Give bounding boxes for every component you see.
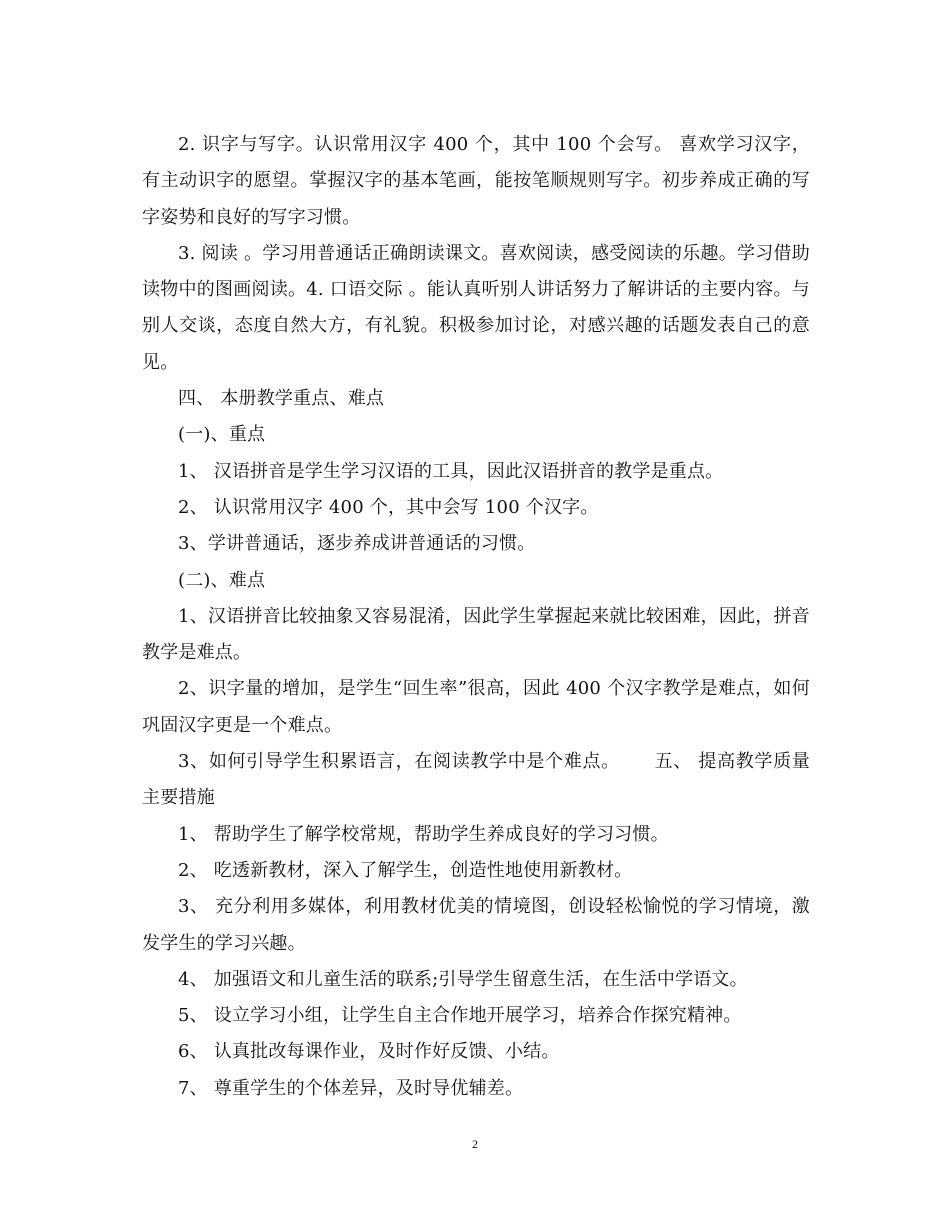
list-item: 2、识字量的增加，是学生“回生率”很高，因此 400 个汉字教学是难点，如何巩固汉字更是一个难点。 (142, 678, 810, 736)
list-item: 6、 认真批改每课作业，及时作好反馈、小结。 (178, 1041, 560, 1063)
list-item: 3、 充分利用多媒体，利用教材优美的情境图，创设轻松愉悦的学习情境，激发学生的学习兴趣。 (142, 896, 810, 954)
list-item: 3、学讲普通话，逐步养成讲普通话的习惯。 (178, 533, 536, 555)
subheading-difficulty: (二)、难点 (178, 569, 266, 591)
list-item: 5、 设立学习小组，让学生自主合作地开展学习，培养合作探究精神。 (178, 1005, 742, 1027)
page-number: 2 (472, 1137, 478, 1151)
list-item: 4、 加强语文和儿童生活的联系;引导学生留意生活，在生活中学语文。 (178, 968, 748, 990)
list-item: 3、如何引导学生积累语言，在阅读教学中是个难点。 五、 提高教学质量主要措施 (142, 751, 810, 809)
list-item: 2、 认识常用汉字 400 个，其中会写 100 个汉字。 (178, 496, 599, 518)
list-item: 7、 尊重学生的个体差异，及时导优辅差。 (178, 1077, 524, 1099)
paragraph-literacy-writing: 2. 识字与写字。认识常用汉字 400 个，其中 100 个会写。 喜欢学习汉字，有主动识字的愿望。掌握汉字的基本笔画，能按笔顺规则写字。初步养成正确的写字姿势和良好的写字习惯。 (142, 134, 810, 228)
section-heading-focus-difficulty: 四、 本册教学重点、难点 (178, 388, 385, 410)
list-item: 1、 汉语拼音是学生学习汉语的工具，因此汉语拼音的教学是重点。 (178, 460, 724, 482)
list-item: 1、汉语拼音比较抽象又容易混淆，因此学生掌握起来就比较困难，因此，拼音教学是难点。 (142, 605, 810, 664)
body-text (142, 127, 810, 1107)
list-item: 1、 帮助学生了解学校常规，帮助学生养成良好的学习习惯。 (178, 823, 669, 845)
paragraph-reading-speaking: 3. 阅读 。学习用普通话正确朗读课文。喜欢阅读，感受阅读的乐趣。学习借助读物中的图画阅读。4. 口语交际 。能认真听别人讲话努力了解讲话的主要内容。与别人交谈，态度自然大方，有礼貌。积极参加讨论，对感兴趣的话题发表自己的意见。 (142, 242, 810, 373)
list-item: 2、 吃透新教材，深入了解学生，创造性地使用新教材。 (178, 859, 633, 881)
subheading-focus: (一)、重点 (178, 424, 266, 446)
